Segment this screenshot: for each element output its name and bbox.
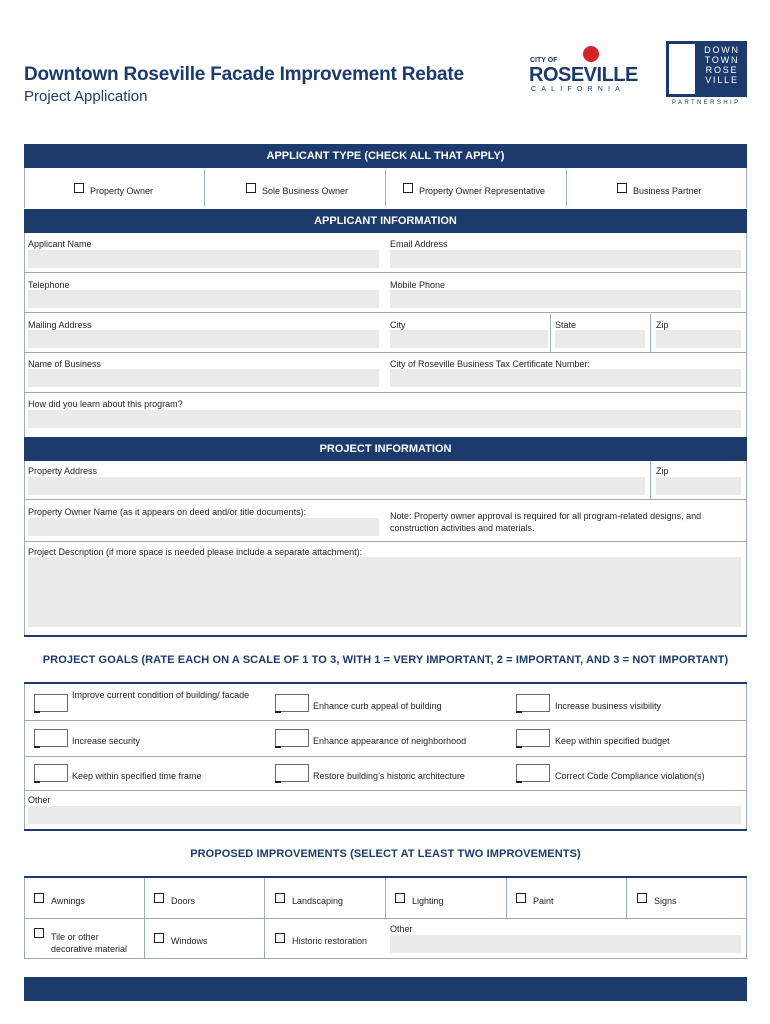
property-address-field[interactable] [28,477,645,495]
property-owner-checkbox[interactable] [74,183,84,193]
applicant-name-label: Applicant Name [28,239,92,249]
zip-label: Zip [656,320,669,330]
how-learn-field[interactable] [28,410,741,428]
tile-checkbox[interactable] [34,928,44,938]
zip-field[interactable] [656,330,741,348]
footer-bar [24,977,747,1001]
city-of-roseville-logo: CITY OF ROSEVILLE CALIFORNIA [527,46,639,94]
awnings-checkbox[interactable] [34,893,44,903]
property-owner-name-label: Property Owner Name (as it appears on deed and/or title documents): [28,507,307,517]
project-information-header: PROJECT INFORMATION [24,437,747,461]
landscaping-checkbox[interactable] [275,893,285,903]
email-label: Email Address [390,239,448,249]
doors-label: Doors [171,896,196,906]
property-owner-name-field[interactable] [28,518,379,536]
goals-other-label: Other [28,795,51,805]
goal-neighborhood-label: Enhance appearance of neighborhood [313,736,467,746]
project-description-label: Project Description (if more space is needed please include a separate attachment): [28,547,363,557]
sole-business-owner-checkbox[interactable] [246,183,256,193]
downtown-roseville-partnership-logo: DOWN TOWN ROSE VILLE [666,41,747,97]
goals-other-field[interactable] [28,806,741,824]
project-zip-label: Zip [656,466,669,476]
historic-restoration-checkbox[interactable] [275,933,285,943]
goal-rating-curb-appeal[interactable] [275,694,309,712]
goal-rating-business-visibility[interactable] [516,694,550,712]
mobile-phone-field[interactable] [390,290,741,308]
project-goals-header: PROJECT GOALS (RATE EACH ON A SCALE OF 1 TO 3, WITH 1 = VERY IMPORTANT, 2 = IMPORTANT, AND 3 = NOT IMPORTANT) [42,654,729,666]
telephone-label: Telephone [28,280,70,290]
awnings-label: Awnings [51,896,85,906]
improvements-other-label: Other [390,924,413,934]
windows-checkbox[interactable] [154,933,164,943]
historic-restoration-label: Historic restoration [292,936,368,946]
signs-label: Signs [654,896,677,906]
goal-improve-condition-label: Improve current condition of building/ facade [72,690,250,700]
business-partner-checkbox[interactable] [617,183,627,193]
statue-icon [669,44,695,94]
paint-checkbox[interactable] [516,893,526,903]
owner-approval-note: Note: Property owner approval is required for all program-related designs, and construction activities and materials. [390,511,702,533]
tax-certificate-label: City of Roseville Business Tax Certificate Number: [390,359,590,369]
form-title: Downtown Roseville Facade Improvement Rebate [24,64,464,85]
city-field[interactable] [390,330,548,348]
property-owner-representative-checkbox[interactable] [403,183,413,193]
proposed-improvements-header: PROPOSED IMPROVEMENTS (SELECT AT LEAST TWO IMPROVEMENTS) [190,848,581,860]
telephone-field[interactable] [28,290,379,308]
property-address-label: Property Address [28,466,98,476]
email-field[interactable] [390,250,741,268]
windows-label: Windows [171,936,208,946]
state-label: State [555,320,577,330]
project-description-field[interactable] [28,557,741,627]
goal-rating-historic-architecture[interactable] [275,764,309,782]
goal-rating-budget[interactable] [516,729,550,747]
tax-certificate-field[interactable] [390,369,741,387]
landscaping-label: Landscaping [292,896,344,906]
goal-rating-time-frame[interactable] [34,764,68,782]
project-zip-field[interactable] [656,477,741,495]
tile-label: Tile or other decorative material [51,932,128,954]
property-owner-label: Property Owner [90,186,154,196]
applicant-name-field[interactable] [28,250,379,268]
goal-rating-security[interactable] [34,729,68,747]
business-name-label: Name of Business [28,359,102,369]
sole-business-owner-label: Sole Business Owner [262,186,349,196]
rose-icon [583,46,599,62]
goal-rating-neighborhood[interactable] [275,729,309,747]
how-learn-label: How did you learn about this program? [28,399,183,409]
applicant-information-header: APPLICANT INFORMATION [24,209,747,233]
goal-curb-appeal-label: Enhance curb appeal of building [313,701,442,711]
form-subtitle: Project Application [24,88,148,105]
goal-code-compliance-label: Correct Code Compliance violation(s) [555,771,705,781]
property-owner-representative-label: Property Owner Representative [419,186,546,196]
applicant-type-header: APPLICANT TYPE (CHECK ALL THAT APPLY) [24,144,747,168]
goal-security-label: Increase security [72,736,141,746]
improvements-other-field[interactable] [390,935,741,953]
goal-time-frame-label: Keep within specified time frame [72,771,202,781]
goal-historic-architecture-label: Restore building’s historic architecture [313,771,465,781]
partnership-text: PARTNERSHIP [672,100,741,106]
signs-checkbox[interactable] [637,893,647,903]
goal-budget-label: Keep within specified budget [555,736,670,746]
business-name-field[interactable] [28,369,379,387]
goal-rating-code-compliance[interactable] [516,764,550,782]
paint-label: Paint [533,896,554,906]
business-partner-label: Business Partner [633,186,702,196]
doors-checkbox[interactable] [154,893,164,903]
goal-business-visibility-label: Increase business visibility [555,701,662,711]
mailing-address-field[interactable] [28,330,379,348]
city-label: City [390,320,406,330]
goal-rating-improve-condition[interactable] [34,694,68,712]
mobile-phone-label: Mobile Phone [390,280,446,290]
mailing-address-label: Mailing Address [28,320,92,330]
lighting-checkbox[interactable] [395,893,405,903]
state-field[interactable] [555,330,645,348]
lighting-label: Lighting [412,896,444,906]
